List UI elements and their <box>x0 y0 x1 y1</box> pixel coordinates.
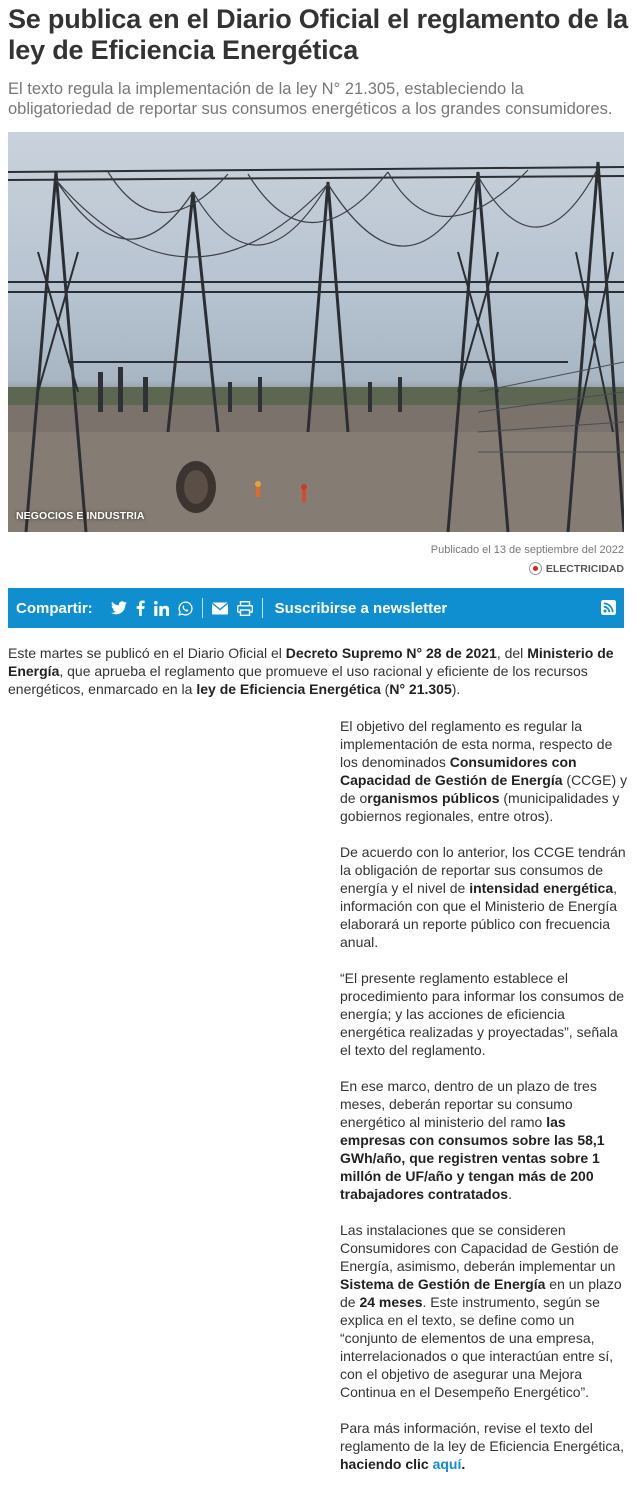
regulation-link[interactable]: aquí <box>432 1456 462 1472</box>
share-bar <box>8 588 624 628</box>
body-paragraph: Para más información, revise el texto del reglamento de la ley de Eficiencia Energética, haciendo clic aquí. <box>340 1420 625 1472</box>
share-icons <box>111 598 263 618</box>
substation-photo-illustration <box>8 132 624 532</box>
body-paragraph: “El presente reglamento establece el procedimiento para informar los consumos de energía; y las acciones de eficiencia energética realizadas y proyectadas”, señala el texto del reglamento. <box>340 970 625 1058</box>
article-photo <box>8 132 624 532</box>
email-icon[interactable] <box>212 602 228 615</box>
body-paragraph: Las instalaciones que se consideren Consumidores con Capacidad de Gestión de Energía, asimismo, deberán implementar un Sistema de Gestión de Energía en un plazo de 24 meses. Este instrumento, según se explica en el texto, se define como un “conjunto de elementos de una empresa, interrelacionados o que interactúan entre sí, con el objetivo de asegurar una Mejora Continua en el Desempeño Energético”. <box>340 1222 622 1400</box>
twitter-icon[interactable] <box>111 601 127 615</box>
article-lead-paragraph: Este martes se publicó en el Diario Oficial el Decreto Supremo N° 28 de 2021, del Ministerio de Energía, que aprueba el reglamento que promueve el uso racional y eficiente de los recursos energéticos, enmarcado en la ley de Eficiencia Energética (N° 21.305). <box>8 645 614 697</box>
category-label: ELECTRICIDAD <box>545 562 624 575</box>
share-label: Compartir: <box>16 599 93 617</box>
newsletter-link[interactable]: Suscribirse a newsletter <box>274 599 448 617</box>
publish-date: Publicado el 13 de septiembre del 2022 <box>430 544 624 556</box>
category-tag[interactable] <box>529 562 624 575</box>
body-paragraph: En ese marco, dentro de un plazo de tres meses, deberán reportar su consumo energético al ministerio del ramo las empresas con consumos sobre las 58,1 GWh/año, que registren ventas sobre 1 millón de UF/año y tengan más de 200 trabajadores contratados. <box>340 1078 605 1202</box>
category-dot-icon <box>529 562 542 575</box>
article-body-column <box>340 717 628 1491</box>
body-paragraph: De acuerdo con lo anterior, los CCGE tendrán la obligación de reportar sus consumos de energía y el nivel de intensidad energética, información con que el Ministerio de Energía elaborará un reporte público con frecuencia anual. <box>340 844 626 950</box>
section-label: NEGOCIOS E INDUSTRIA <box>16 510 145 522</box>
body-paragraph: El objetivo del reglamento es regular la implementación de esta norma, respecto de los denominados Consumidores con Capacidad de Gestión de Energía (CCGE) y de organismos públicos (municipalidades y gobiernos regionales, entre otros). <box>340 718 628 824</box>
rss-icon[interactable] <box>601 600 616 615</box>
share-divider <box>262 598 263 618</box>
whatsapp-icon[interactable] <box>178 601 193 616</box>
article-title: Se publica en el Diario Oficial el reglamento de la ley de Eficiencia Energética <box>8 4 629 65</box>
print-icon[interactable] <box>237 601 253 616</box>
article-subtitle: El texto regula la implementación de la ley N° 21.305, estableciendo la obligatoriedad de reportar sus consumos energéticos a los grandes consumidores. <box>8 80 613 118</box>
linkedin-icon[interactable] <box>154 601 169 616</box>
share-divider <box>202 598 203 618</box>
facebook-icon[interactable] <box>136 600 145 616</box>
